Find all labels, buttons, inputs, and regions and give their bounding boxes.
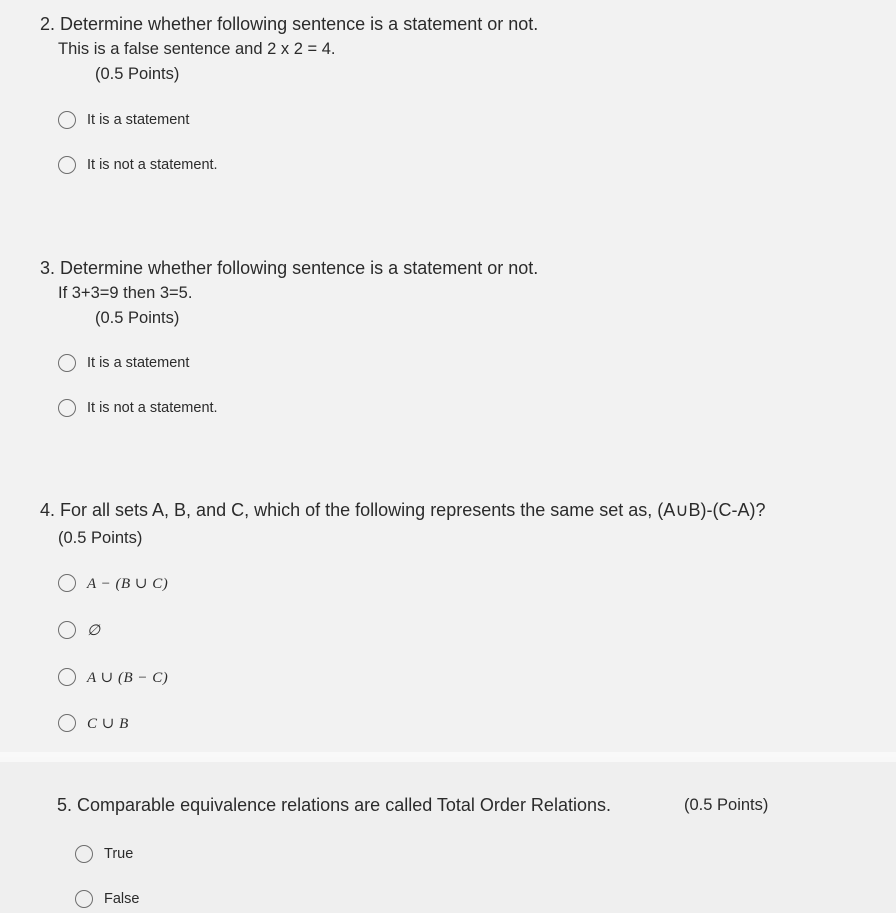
question-4-title: 4. For all sets A, B, and C, which of the following represents the same set as, (A∪B)-(C-A)? xyxy=(40,500,766,520)
question-3-option-not-statement[interactable] xyxy=(58,397,218,419)
radio-button[interactable] xyxy=(58,156,76,174)
question-2-option-statement[interactable] xyxy=(58,109,189,131)
option-label: False xyxy=(104,891,140,907)
radio-button[interactable] xyxy=(75,890,93,908)
question-4-option-c[interactable] xyxy=(58,666,168,688)
option-label: ∅ xyxy=(87,622,101,639)
question-5-points: (0.5 Points) xyxy=(684,796,769,814)
question-3-title: 3. Determine whether following sentence is a statement or not. xyxy=(40,258,539,278)
radio-button[interactable] xyxy=(58,668,76,686)
option-label: A − (B ∪ C) xyxy=(87,575,169,592)
radio-button[interactable] xyxy=(58,111,76,129)
question-3-option-statement[interactable] xyxy=(58,352,189,374)
question-4-option-b[interactable] xyxy=(58,619,101,641)
radio-button[interactable] xyxy=(58,574,76,592)
radio-button[interactable] xyxy=(58,399,76,417)
question-3-points: (0.5 Points) xyxy=(95,309,180,327)
question-2-title: 2. Determine whether following sentence is a statement or not. xyxy=(40,14,539,34)
question-2-sentence: This is a false sentence and 2 x 2 = 4. xyxy=(58,40,336,58)
option-label: It is a statement xyxy=(87,355,190,371)
question-2-points: (0.5 Points) xyxy=(95,65,180,83)
radio-button[interactable] xyxy=(58,714,76,732)
question-4-option-a[interactable] xyxy=(58,572,168,594)
question-5-option-false[interactable] xyxy=(75,888,139,910)
question-4-option-d[interactable] xyxy=(58,712,129,734)
radio-button[interactable] xyxy=(58,354,76,372)
option-label: A ∪ (B − C) xyxy=(87,669,169,686)
question-4-points: (0.5 Points) xyxy=(58,529,143,547)
radio-button[interactable] xyxy=(58,621,76,639)
question-5-option-true[interactable] xyxy=(75,843,133,865)
option-label: C ∪ B xyxy=(87,715,129,732)
radio-button[interactable] xyxy=(75,845,93,863)
question-5-title: 5. Comparable equivalence relations are called Total Order Relations. xyxy=(57,795,611,815)
question-3-sentence: If 3+3=9 then 3=5. xyxy=(58,284,193,302)
question-2-option-not-statement[interactable] xyxy=(58,154,218,176)
option-label: It is not a statement. xyxy=(87,400,218,416)
option-label: It is a statement xyxy=(87,112,190,128)
panel-divider xyxy=(0,752,896,762)
option-label: True xyxy=(104,846,134,862)
option-label: It is not a statement. xyxy=(87,157,218,173)
